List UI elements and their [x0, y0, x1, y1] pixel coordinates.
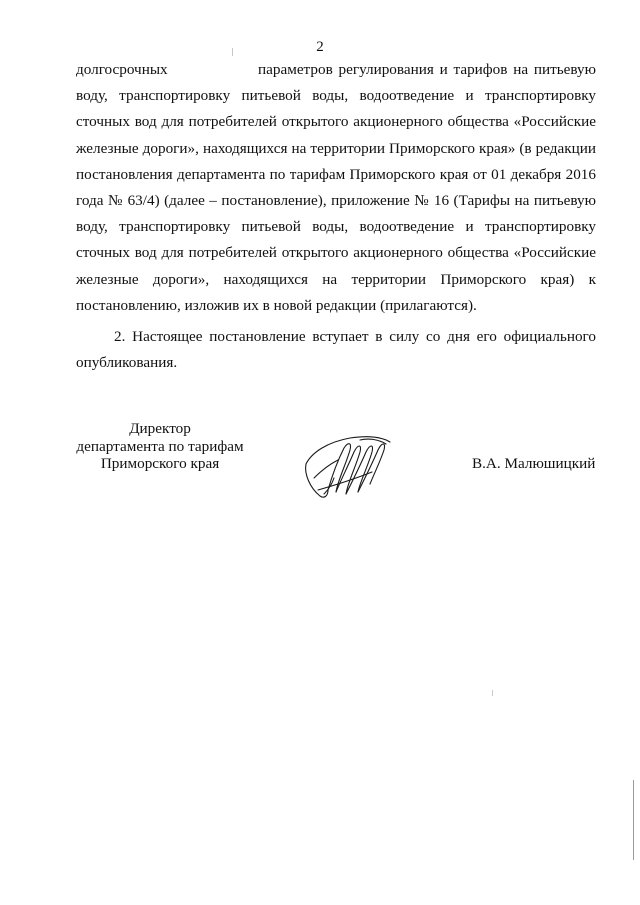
handwritten-signature [298, 430, 398, 502]
paragraph-1-line-6: года № 63/4) (далее – постановление), приложение № 16 (Тарифы на питьевую [76, 192, 596, 210]
paragraph-1-line-3: сточных вод для потребителей открытого акционерного общества «Российские [76, 113, 596, 131]
paragraph-1-line-10: постановлению, изложив их в новой редакции (прилагаются). [76, 296, 477, 314]
paragraph-1-line-1 [76, 57, 596, 83]
paragraph-2-line-1: 2. Настоящее постановление вступает в силу со дня его официального [114, 328, 596, 346]
paragraph-1-line-9: железные дороги», находящихся на территории Приморского края) к [76, 270, 596, 288]
paragraph-1-line-7: воду, транспортировку питьевой воды, водоотведение и транспортировку [76, 218, 596, 236]
signer-title-line-2: департамента по тарифам [76, 437, 244, 455]
page-number: 2 [316, 39, 324, 55]
paragraph-1-line-4: железные дороги», находящихся на территории Приморского края» (в редакции [76, 139, 596, 157]
paragraph-1-line-5: постановления департамента по тарифам Приморского края от 01 декабря 2016 [76, 165, 596, 183]
signer-title [62, 420, 258, 473]
signer-title-line-3: Приморского края [100, 455, 220, 472]
document-body [76, 57, 596, 376]
paragraph-1-line-1-left: долгосрочных [76, 61, 168, 78]
paragraph-1-line-1-right: параметров регулирования и тарифов на питьевую [258, 61, 596, 78]
page-edge-mark [633, 780, 634, 860]
paragraph-1-line-8: сточных вод для потребителей открытого акционерного общества «Российские [76, 244, 596, 262]
scan-artifact-mark [492, 690, 493, 696]
paragraph-2-line-2: опубликования. [76, 354, 178, 372]
paragraph-1-line-2: воду, транспортировку питьевой воды, водоотведение и транспортировку [76, 87, 596, 105]
signer-title-line-1: Директор [129, 420, 191, 437]
scan-artifact-mark [232, 48, 233, 56]
signer-name: В.А. Малюшицкий [472, 455, 596, 472]
